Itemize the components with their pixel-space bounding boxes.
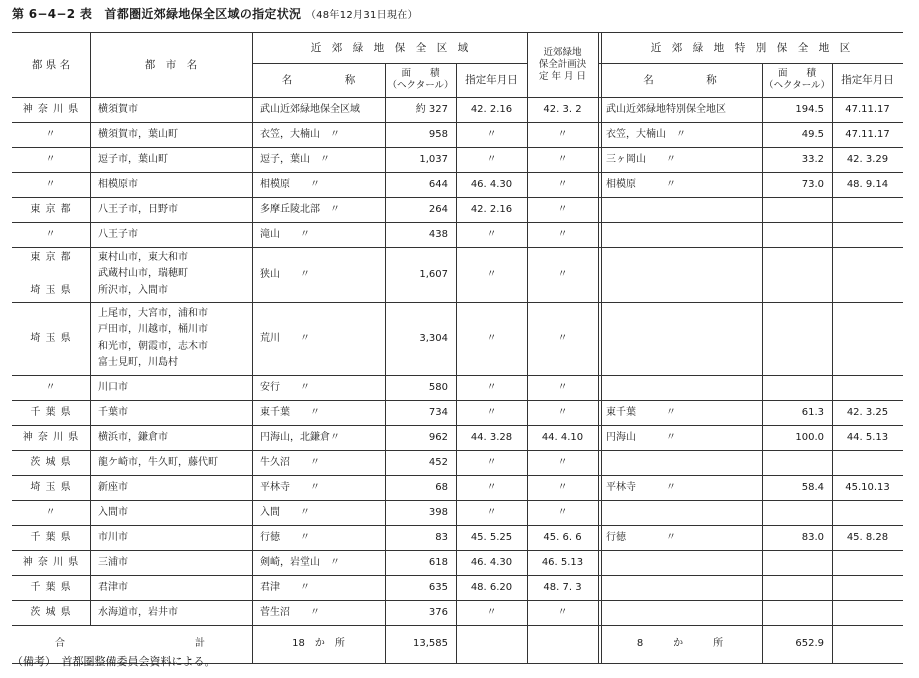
cell-pref: 神 奈 川 県 — [22, 556, 80, 568]
cell-area: 約 327 — [415, 103, 448, 115]
cell-plan: 45. 6. 6 — [543, 531, 582, 543]
cell-area: 580 — [428, 381, 448, 393]
cell-name: 安行 〃 — [260, 381, 310, 393]
cell-sname — [598, 197, 762, 222]
cell-plan: 〃 — [557, 228, 568, 240]
table-rule — [12, 450, 903, 451]
cell-area: 618 — [428, 556, 448, 568]
cell-city: 八王子市，日野市 — [98, 203, 178, 215]
total-special-count: 8 か 所 — [636, 638, 724, 649]
cell-pref: 千 葉 県 — [30, 406, 72, 418]
cell-sarea: 100.0 — [795, 431, 824, 443]
cell-sarea: 33.2 — [801, 153, 824, 165]
cell-area: 962 — [428, 431, 448, 443]
table-rule — [832, 63, 833, 663]
cell-name: 菅生沼 〃 — [260, 606, 320, 618]
table-rule — [12, 122, 903, 123]
cell-sname — [598, 600, 762, 625]
cell-city: 川口市 — [98, 381, 128, 393]
cell-sname: 相模原 〃 — [606, 178, 676, 190]
cell-name: 滝山 〃 — [260, 228, 310, 240]
cell-city: 横浜市，鎌倉市 — [98, 431, 168, 443]
cell-sarea — [762, 600, 832, 625]
cell-sname — [598, 375, 762, 400]
table-rule — [456, 63, 457, 663]
cell-sname: 東千葉 〃 — [606, 406, 676, 418]
total-count: 18 か 所 — [292, 638, 345, 649]
cell-plan: 48. 7. 3 — [543, 581, 582, 593]
cell-sarea — [762, 197, 832, 222]
table-rule — [527, 32, 528, 663]
cell-plan: 〃 — [557, 153, 568, 165]
cell-pref: 埼 玉 県 — [30, 332, 72, 344]
cell-area: 398 — [428, 506, 448, 518]
cell-pref: 東 京 都 — [30, 203, 72, 215]
table-rule — [12, 147, 903, 148]
cell-name: 円海山，北鎌倉〃 — [260, 431, 340, 443]
table-rule — [12, 197, 903, 198]
cell-area: 635 — [428, 581, 448, 593]
cell-name: 荒川 〃 — [260, 332, 310, 344]
cell-sname: 行徳 〃 — [606, 531, 676, 543]
header-plan-date: 近郊緑地 保全計画決 定 年 月 日 — [538, 46, 587, 82]
cell-name: 狭山 〃 — [260, 268, 310, 280]
cell-sarea — [762, 247, 832, 302]
header-special-area: 面 積 （ヘクタール） — [763, 68, 831, 91]
cell-sname: 衣笠，大楠山 〃 — [606, 128, 686, 140]
header-special-group: 近 郊 緑 地 特 別 保 全 地 区 — [650, 41, 851, 54]
cell-sdate — [832, 600, 903, 625]
cell-date: 〃 — [486, 153, 497, 165]
cell-sname — [598, 450, 762, 475]
cell-plan: 〃 — [557, 203, 568, 215]
cell-plan: 〃 — [557, 406, 568, 418]
cell-date: 44. 3.28 — [470, 431, 513, 443]
table-rule — [762, 63, 763, 663]
cell-sarea — [762, 302, 832, 375]
cell-sarea — [762, 450, 832, 475]
cell-sdate — [832, 450, 903, 475]
cell-date: 48. 6.20 — [470, 581, 513, 593]
cell-date: 〃 — [486, 128, 497, 140]
cell-city: 東村山市，東大和市 武蔵村山市，瑞穂町 所沢市，入間市 — [98, 251, 188, 296]
cell-date: 46. 4.30 — [470, 556, 513, 568]
cell-pref: 〃 — [45, 506, 57, 518]
table-title-note: （48年12月31日現在） — [305, 10, 418, 21]
cell-name: 入間 〃 — [260, 506, 310, 518]
cell-city: 入間市 — [98, 506, 128, 518]
cell-name: 牛久沼 〃 — [260, 456, 320, 468]
cell-sname — [598, 500, 762, 525]
cell-area: 264 — [428, 203, 448, 215]
cell-name: 逗子，葉山 〃 — [260, 153, 330, 165]
cell-area: 438 — [428, 228, 448, 240]
cell-pref: 〃 — [45, 128, 57, 140]
cell-pref: 〃 — [45, 228, 57, 240]
cell-date: 42. 2.16 — [470, 203, 513, 215]
header-kinko-name: 名 称 — [281, 74, 356, 86]
cell-sname — [598, 550, 762, 575]
cell-name: 衣笠，大楠山 〃 — [260, 128, 340, 140]
cell-date: 〃 — [486, 456, 497, 468]
cell-sarea: 61.3 — [801, 406, 824, 418]
cell-city: 水海道市，岩井市 — [98, 606, 178, 618]
table-rule — [90, 32, 91, 625]
cell-name: 相模原 〃 — [260, 178, 320, 190]
table-rule — [252, 63, 527, 64]
cell-sarea — [762, 375, 832, 400]
header-special-date: 指定年月日 — [841, 74, 894, 86]
table-rule — [601, 32, 602, 663]
cell-sdate — [832, 500, 903, 525]
cell-pref: 〃 — [45, 153, 57, 165]
cell-sarea: 49.5 — [801, 128, 824, 140]
table-rule — [12, 525, 903, 526]
cell-date: 42. 2.16 — [470, 103, 513, 115]
cell-date: 45. 5.25 — [470, 531, 513, 543]
cell-sarea: 58.4 — [801, 481, 824, 493]
cell-sdate — [832, 375, 903, 400]
header-kinko-group: 近 郊 緑 地 保 全 区 域 — [310, 41, 469, 54]
cell-sdate: 48. 9.14 — [846, 178, 889, 190]
cell-date: 〃 — [486, 332, 497, 344]
table-rule — [598, 63, 903, 64]
cell-sname — [598, 302, 762, 375]
cell-city: 龍ケ崎市，牛久町，藤代町 — [98, 456, 218, 468]
table-rule — [12, 400, 903, 401]
table-rule — [12, 500, 903, 501]
cell-city: 逗子市，葉山町 — [98, 153, 168, 165]
cell-area: 68 — [435, 481, 448, 493]
table-title-text: 第 6−4−2 表 首都圏近郊緑地保全区域の指定状況 — [12, 7, 302, 21]
cell-city: 君津市 — [98, 581, 128, 593]
cell-city: 横須賀市 — [98, 103, 138, 115]
cell-date: 〃 — [486, 606, 497, 618]
cell-date: 〃 — [486, 228, 497, 240]
cell-date: 〃 — [486, 381, 497, 393]
cell-pref: 茨 城 県 — [30, 456, 72, 468]
cell-sdate: 42. 3.25 — [846, 406, 889, 418]
table-rule — [598, 32, 599, 663]
cell-area: 452 — [428, 456, 448, 468]
cell-sdate: 45. 8.28 — [846, 531, 889, 543]
cell-sdate — [832, 550, 903, 575]
cell-sdate — [832, 575, 903, 600]
table-rule — [385, 63, 386, 663]
total-label-right: 計 — [195, 638, 205, 649]
table-rule — [12, 600, 903, 601]
cell-pref: 千 葉 県 — [30, 581, 72, 593]
table-rule — [252, 32, 253, 663]
cell-sdate — [832, 222, 903, 247]
header-kinko-area: 面 積 （ヘクタール） — [387, 68, 454, 91]
cell-name: 君津 〃 — [260, 581, 310, 593]
cell-city: 市川市 — [98, 531, 128, 543]
cell-sname — [598, 247, 762, 302]
table-rule — [12, 425, 903, 426]
table-rule — [12, 575, 903, 576]
cell-sarea: 83.0 — [801, 531, 824, 543]
cell-sarea — [762, 500, 832, 525]
cell-plan: 〃 — [557, 481, 568, 493]
cell-city: 三浦市 — [98, 556, 128, 568]
cell-pref: 神 奈 川 県 — [22, 103, 80, 115]
cell-plan: 〃 — [557, 606, 568, 618]
cell-sarea: 194.5 — [795, 103, 824, 115]
cell-sname: 三ヶ岡山 〃 — [606, 153, 676, 165]
cell-date: 46. 4.30 — [470, 178, 513, 190]
table-rule — [12, 172, 903, 173]
cell-sdate: 47.11.17 — [845, 103, 890, 115]
table-rule — [12, 625, 903, 626]
cell-city: 八王子市 — [98, 228, 138, 240]
cell-city: 新座市 — [98, 481, 128, 493]
cell-plan: 〃 — [557, 128, 568, 140]
cell-sdate: 42. 3.29 — [846, 153, 889, 165]
total-area: 13,585 — [413, 638, 448, 649]
cell-sname: 平林寺 〃 — [606, 481, 676, 493]
cell-name: 多摩丘陵北部 〃 — [260, 203, 340, 215]
cell-sarea — [762, 222, 832, 247]
table-rule — [12, 32, 903, 33]
cell-plan: 46. 5.13 — [541, 556, 584, 568]
table-rule — [12, 550, 903, 551]
table-rule — [12, 475, 903, 476]
cell-plan: 44. 4.10 — [541, 431, 584, 443]
cell-area: 1,037 — [419, 153, 448, 165]
footnote: （備考） 首都圏整備委員会資料による。 — [12, 655, 216, 668]
cell-sdate: 45.10.13 — [845, 481, 890, 493]
cell-sname: 円海山 〃 — [606, 431, 676, 443]
cell-name: 平林寺 〃 — [260, 481, 320, 493]
cell-plan: 〃 — [557, 268, 568, 280]
cell-pref: 神 奈 川 県 — [22, 431, 80, 443]
cell-sdate — [832, 247, 903, 302]
cell-sdate: 44. 5.13 — [846, 431, 889, 443]
cell-plan: 〃 — [557, 332, 568, 344]
cell-city: 横須賀市，葉山町 — [98, 128, 178, 140]
cell-name: 武山近郊緑地保全区域 — [260, 103, 360, 115]
cell-sarea — [762, 575, 832, 600]
cell-date: 〃 — [486, 481, 497, 493]
cell-date: 〃 — [486, 406, 497, 418]
table-rule — [12, 302, 903, 303]
cell-plan: 〃 — [557, 381, 568, 393]
cell-city: 上尾市，大宮市，浦和市 戸田市，川越市，桶川市 和光市，朝霞市，志木市 富士見町，川島村 — [98, 307, 208, 368]
cell-name: 東千葉 〃 — [260, 406, 320, 418]
header-special-name: 名 称 — [643, 74, 717, 86]
table-rule — [12, 97, 903, 98]
cell-sarea — [762, 550, 832, 575]
cell-plan: 〃 — [557, 178, 568, 190]
cell-date: 〃 — [486, 506, 497, 518]
cell-area: 376 — [428, 606, 448, 618]
cell-pref: 千 葉 県 — [30, 531, 72, 543]
cell-area: 1,607 — [419, 268, 448, 280]
table-rule — [12, 247, 903, 248]
table-rule — [12, 375, 903, 376]
cell-pref: 埼 玉 県 — [30, 481, 72, 493]
table-rule — [12, 222, 903, 223]
cell-sdate — [832, 302, 903, 375]
cell-name: 剣崎，岩堂山 〃 — [260, 556, 340, 568]
header-prefecture: 都 県 名 — [31, 58, 71, 71]
cell-pref: 東 京 都 埼 玉 県 — [30, 251, 72, 296]
cell-sname — [598, 575, 762, 600]
cell-area: 644 — [428, 178, 448, 190]
cell-plan: 42. 3. 2 — [543, 103, 582, 115]
header-city: 都 市 名 — [144, 58, 198, 71]
cell-pref: 〃 — [45, 178, 57, 190]
cell-sname — [598, 222, 762, 247]
cell-sarea: 73.0 — [801, 178, 824, 190]
total-label-left: 合 — [55, 638, 65, 649]
cell-sdate — [832, 197, 903, 222]
cell-sdate: 47.11.17 — [845, 128, 890, 140]
header-kinko-date: 指定年月日 — [465, 74, 518, 86]
total-special-area: 652.9 — [795, 638, 824, 649]
cell-city: 相模原市 — [98, 178, 138, 190]
cell-date: 〃 — [486, 268, 497, 280]
cell-city: 千葉市 — [98, 406, 128, 418]
cell-area: 958 — [428, 128, 448, 140]
cell-plan: 〃 — [557, 456, 568, 468]
cell-area: 734 — [428, 406, 448, 418]
cell-plan: 〃 — [557, 506, 568, 518]
cell-area: 3,304 — [419, 332, 448, 344]
cell-name: 行徳 〃 — [260, 531, 310, 543]
cell-pref: 〃 — [45, 381, 57, 393]
cell-pref: 茨 城 県 — [30, 606, 72, 618]
cell-sname: 武山近郊緑地特別保全地区 — [606, 103, 726, 115]
cell-area: 83 — [435, 531, 448, 543]
